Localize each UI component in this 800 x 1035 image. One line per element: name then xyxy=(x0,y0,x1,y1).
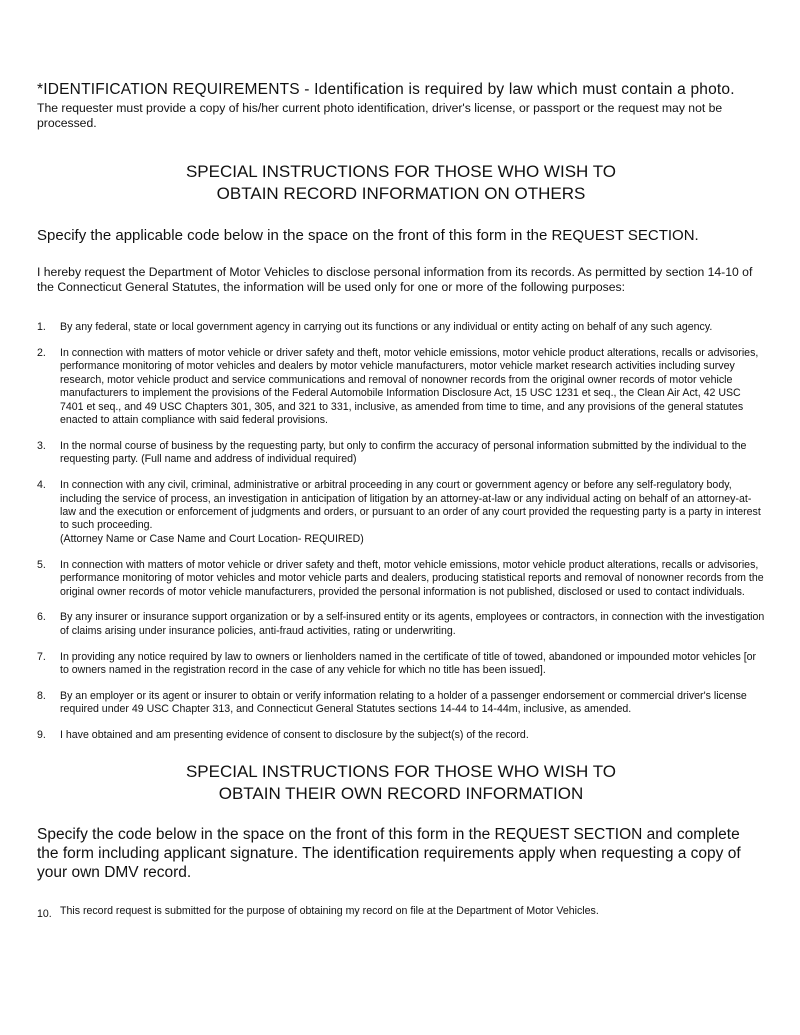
list-item xyxy=(37,321,765,334)
list-item xyxy=(37,479,765,546)
lead-own: Specify the code below in the space on the front of this form in the REQUEST SECTION and complete the form including applicant signature. The identification requirements apply when requesting a copy of your own DMV record. xyxy=(37,825,741,881)
list-item xyxy=(37,347,765,427)
item-text: In the normal course of business by the requesting party, but only to confirm the accuracy of personal information submitted by the individual to the requesting party. (Full name and address of individual required) xyxy=(60,439,747,466)
item-number: 2. xyxy=(37,346,46,359)
item-number: 6. xyxy=(37,611,46,624)
item-number: 4. xyxy=(37,479,46,492)
form-instructions-page xyxy=(37,80,765,918)
item-text: In connection with any civil, criminal, administrative or arbitral proceeding in any court or government agency or before any self-regulatory body, including the service of process, an investigation in anticipation of litigation by an attorney-at-law or any individual acting on behalf of an attorney-at-law and the execution or enforcement of judgments and orders, or pursuant to an order of any court provided the requesting party is a party in interest to such proceeding. xyxy=(60,479,761,532)
item-number: 1. xyxy=(37,321,46,333)
item-text: In connection with matters of motor vehicle or driver safety and theft, motor vehicle emissions, motor vehicle product alterations, recalls or advisories, performance monitoring of motor vehicles and dealers by motor vehicle manufacturers, motor vehicle market research activities including survey research, motor vehicle product and service communications and removal of nonowner records from the original owner records of motor vehicle manufacturers to implement the provisions of the Federal Automobile Information Disclosure Act, 15 USC 1231 et seq., the Clean Air Act, 42 USC 7401 et seq., and 49 USC Chapters 301, 305, and 321 to 331, inclusive, as amended from time to time, and any provisions of the general statutes enacted to attain compliance with said federal provisions. xyxy=(60,346,759,426)
item-text: By any insurer or insurance support organization or by a self-insured entity or its agents, employees or contractors, in connection with the investigation of claims arising under insurance policies, anti-fraud activities, rating or underwriting. xyxy=(60,611,765,637)
list-item xyxy=(37,611,765,638)
item-number: 7. xyxy=(37,650,46,663)
list-item xyxy=(37,440,765,467)
purpose-list xyxy=(37,321,765,743)
heading-others xyxy=(37,161,765,205)
list-item xyxy=(37,904,765,918)
item-text: By an employer or its agent or insurer to obtain or verify information relating to a holder of a passenger endorsement or commercial driver's license required under 49 USC Chapter 313, and Connecticut General Statutes sections 14-44 to 14-44m, inclusive, as amended. xyxy=(60,690,747,716)
item-number: 10. xyxy=(37,907,52,920)
list-item xyxy=(37,651,765,678)
heading-own-line2: OBTAIN THEIR OWN RECORD INFORMATION xyxy=(218,783,584,803)
intro-paragraph: I hereby request the Department of Motor Vehicles to disclose personal information from its records. As permitted by section 14-10 of the Connecticut General Statutes, the information will be used only for one or more of the following purposes: xyxy=(37,265,753,294)
list-item xyxy=(37,690,765,717)
heading-others-line2: OBTAIN RECORD INFORMATION ON OTHERS xyxy=(216,184,586,203)
item-text: In providing any notice required by law to owners or lienholders named in the certificate of title of towed, abandoned or impounded motor vehicles [or to owners named in the registration record in the case of any vehicle for which no title has been issued]. xyxy=(60,650,757,677)
id-requirements-title: *IDENTIFICATION REQUIREMENTS - Identification is required by law which must contain a photo. xyxy=(37,81,735,98)
item-text: This record request is submitted for the purpose of obtaining my record on file at the Department of Motor Vehicles. xyxy=(60,904,599,917)
item-text: By any federal, state or local government agency in carrying out its functions or any individual or entity acting on behalf of any such agency. xyxy=(60,321,713,333)
item-text: In connection with matters of motor vehicle or driver safety and theft, motor vehicle emissions, motor vehicle product alterations, recalls or advisories, performance monitoring of motor vehicles and motor vehicle parts and dealers, producing statistical reports and removal of nonowner records from the original owner records of motor vehicle manufacturers, provided the personal information is not published, disclosed or used to contact individuals. xyxy=(60,558,764,598)
list-item xyxy=(37,729,765,742)
item-number: 9. xyxy=(37,729,46,742)
heading-own xyxy=(37,761,765,805)
item-number: 5. xyxy=(37,558,46,571)
item-note: (Attorney Name or Case Name and Court Location- REQUIRED) xyxy=(60,532,364,545)
id-requirements-body: The requester must provide a copy of his/her current photo identification, driver's license, or passport or the request may not be processed. xyxy=(37,101,723,130)
item-number: 3. xyxy=(37,439,46,452)
heading-others-line1: SPECIAL INSTRUCTIONS FOR THOSE WHO WISH TO xyxy=(185,162,617,181)
list-item xyxy=(37,559,765,599)
heading-own-line1: SPECIAL INSTRUCTIONS FOR THOSE WHO WISH TO xyxy=(185,761,617,781)
item-text: I have obtained and am presenting evidence of consent to disclosure by the subject(s) of the record. xyxy=(60,729,529,742)
lead-others: Specify the applicable code below in the space on the front of this form in the REQUEST SECTION. xyxy=(37,227,699,244)
item-number: 8. xyxy=(37,690,46,703)
